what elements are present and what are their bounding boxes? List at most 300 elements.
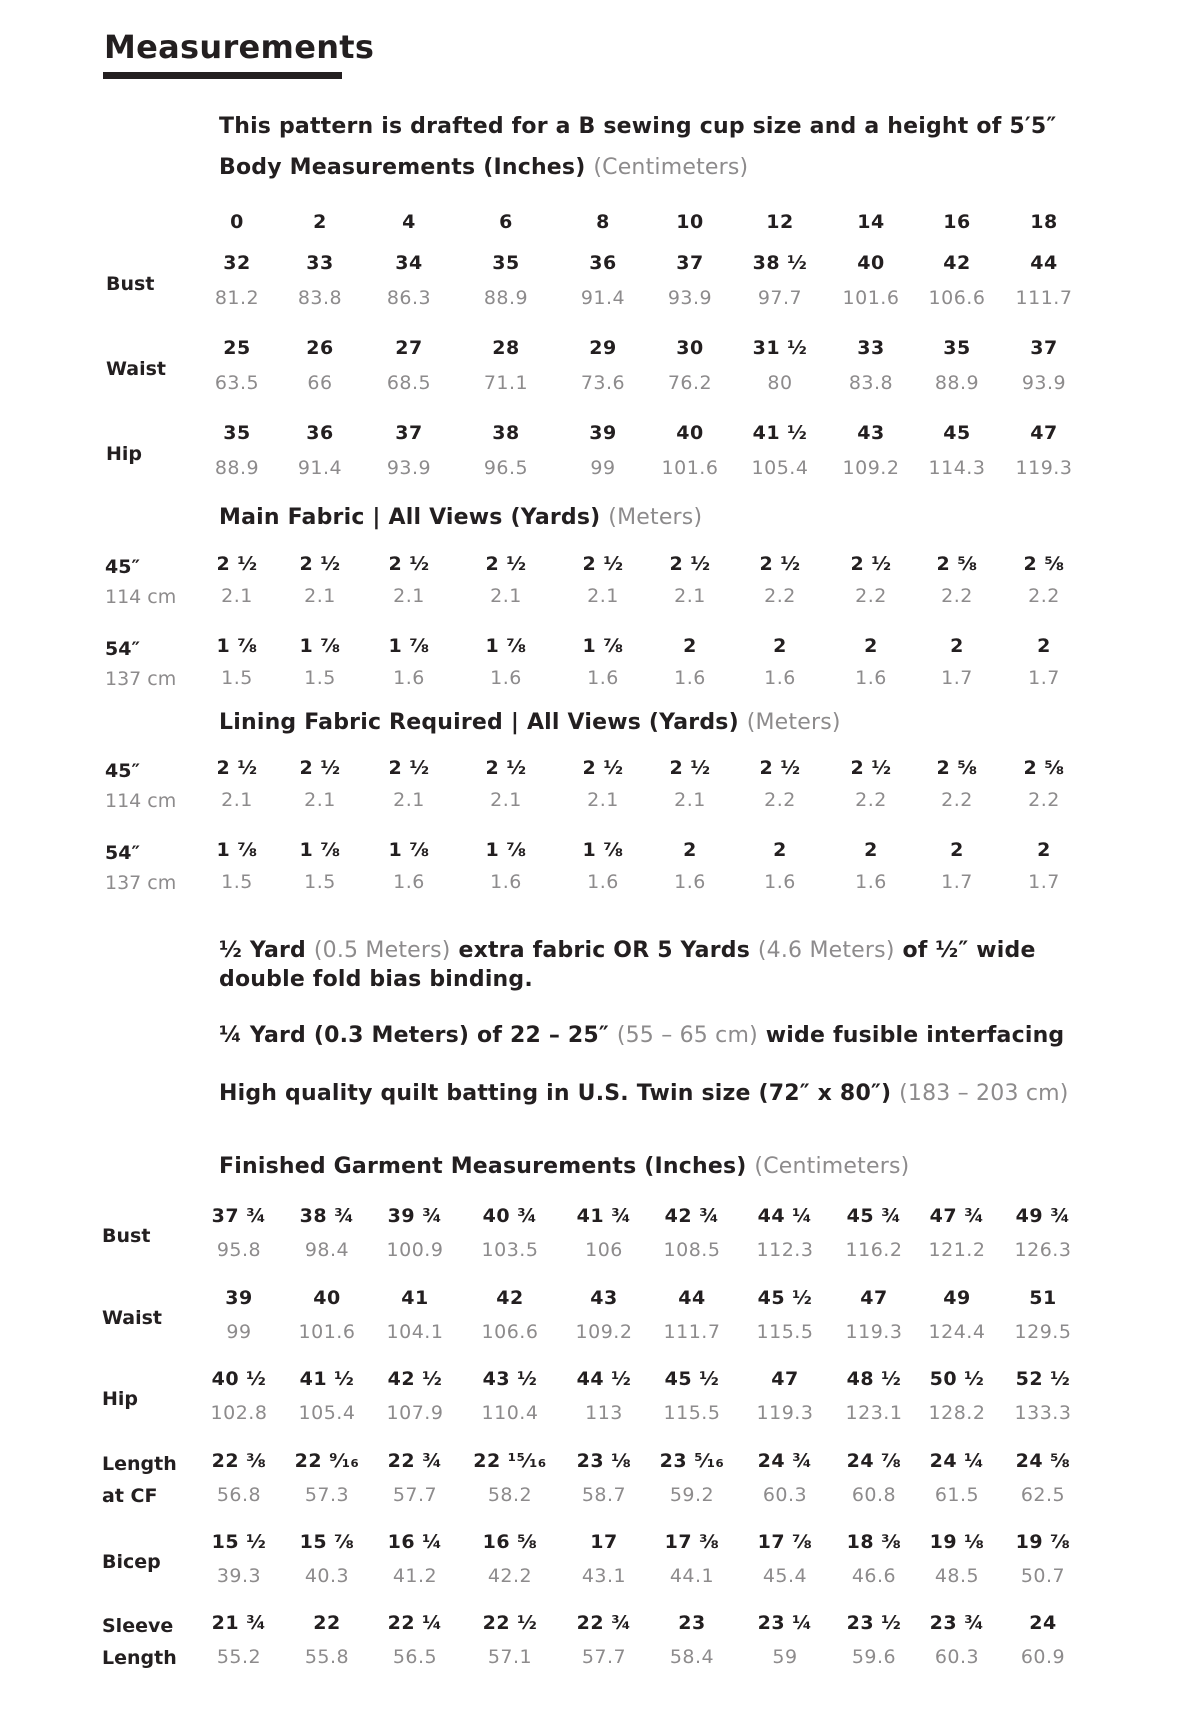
finished-inches-cell: 47 ¾ <box>929 1205 985 1227</box>
meters-cell: 1.6 <box>855 871 887 893</box>
size-header: 18 <box>1030 211 1058 233</box>
page-title: Measurements <box>104 28 375 66</box>
body-inches-cell: 26 <box>306 337 334 359</box>
finished-cm-cell: 40.3 <box>304 1565 350 1587</box>
size-header: 4 <box>402 211 416 233</box>
row-label-line2: Length <box>102 1647 177 1669</box>
finished-inches-cell: 24 ⅝ <box>1015 1450 1071 1472</box>
finished-inches-cell: 24 ¼ <box>929 1450 985 1472</box>
meters-cell: 1.6 <box>587 667 619 689</box>
finished-inches-cell: 22 ¾ <box>576 1612 632 1634</box>
finished-cm-cell: 115.5 <box>663 1402 721 1424</box>
meters-cell: 1.7 <box>941 871 973 893</box>
meters-cell: 2.2 <box>1028 585 1060 607</box>
finished-inches-cell: 45 ½ <box>757 1287 813 1309</box>
body-cm-cell: 105.4 <box>751 457 809 479</box>
finished-inches-cell: 49 <box>943 1287 971 1309</box>
finished-cm-cell: 107.9 <box>386 1402 444 1424</box>
finished-inches-cell: 40 ½ <box>211 1368 267 1390</box>
body-inches-cell: 40 <box>857 252 885 274</box>
finished-inches-cell: 23 ¼ <box>757 1612 813 1634</box>
meters-cell: 1.7 <box>1028 871 1060 893</box>
finished-cm-cell: 129.5 <box>1014 1321 1072 1343</box>
finished-cm-cell: 50.7 <box>1020 1565 1066 1587</box>
body-inches-cell: 38 ½ <box>752 252 808 274</box>
finished-inches-cell: 47 <box>860 1287 888 1309</box>
size-header: 2 <box>313 211 327 233</box>
yardage-cell: 2 ½ <box>582 757 624 779</box>
meters-cell: 2.2 <box>764 585 796 607</box>
yardage-cell: 2 ⅝ <box>1023 757 1065 779</box>
row-label: Waist <box>102 1307 163 1329</box>
finished-cm-cell: 55.2 <box>216 1646 262 1668</box>
body-inches-cell: 36 <box>589 252 617 274</box>
finished-cm-cell: 99 <box>226 1321 252 1343</box>
meters-cell: 2.1 <box>490 585 522 607</box>
finished-inches-cell: 22 ¹⁵⁄₁₆ <box>473 1450 547 1472</box>
finished-inches-cell: 22 ½ <box>482 1612 538 1634</box>
batting-cm: (183 – 203 cm) <box>899 1081 1069 1106</box>
body-cm-cell: 83.8 <box>848 372 894 394</box>
meters-cell: 1.6 <box>674 667 706 689</box>
yardage-cell: 2 <box>683 635 697 657</box>
body-cm-cell: 106.6 <box>928 287 986 309</box>
body-inches-cell: 37 <box>676 252 704 274</box>
finished-cm-cell: 57.1 <box>487 1646 533 1668</box>
yardage-cell: 1 ⅞ <box>388 839 430 861</box>
finished-inches-cell: 39 ¾ <box>387 1205 443 1227</box>
body-cm-cell: 99 <box>590 457 616 479</box>
yardage-cell: 2 ½ <box>850 757 892 779</box>
finished-inches-cell: 22 ⁹⁄₁₆ <box>294 1450 360 1472</box>
body-cm-cell: 91.4 <box>580 287 626 309</box>
yardage-cell: 2 <box>1037 839 1051 861</box>
finished-cm-cell: 112.3 <box>756 1239 814 1261</box>
yardage-cell: 2 ½ <box>485 553 527 575</box>
yardage-cell: 2 <box>950 635 964 657</box>
meters-cell: 1.5 <box>304 667 336 689</box>
finished-cm-cell: 110.4 <box>481 1402 539 1424</box>
finished-inches-cell: 40 ¾ <box>482 1205 538 1227</box>
finished-inches-cell: 22 ¾ <box>387 1450 443 1472</box>
width-label: 45″ <box>105 556 140 578</box>
width-label: 54″ <box>105 638 140 660</box>
interfacing-amount: ¼ Yard (0.3 Meters) of 22 – 25″ <box>219 1023 609 1048</box>
binding-desc: of ½″ wide double fold bias binding. <box>219 938 1036 992</box>
yardage-cell: 2 ½ <box>388 757 430 779</box>
width-label-cm: 114 cm <box>105 790 177 812</box>
finished-inches-cell: 23 ⁵⁄₁₆ <box>659 1450 725 1472</box>
finished-cm-cell: 57.7 <box>581 1646 627 1668</box>
meters-cell: 1.5 <box>221 667 253 689</box>
body-inches-cell: 33 <box>857 337 885 359</box>
yardage-cell: 2 <box>773 635 787 657</box>
finished-inches-cell: 15 ⅞ <box>299 1531 355 1553</box>
finished-inches-cell: 24 ¾ <box>757 1450 813 1472</box>
finished-inches-cell: 43 ½ <box>482 1368 538 1390</box>
finished-cm-cell: 58.2 <box>487 1484 533 1506</box>
main-fabric-heading <box>219 505 702 530</box>
meters-cell: 2.2 <box>941 585 973 607</box>
finished-cm-cell: 60.3 <box>762 1484 808 1506</box>
finished-cm-cell: 46.6 <box>851 1565 897 1587</box>
body-inches-cell: 36 <box>306 422 334 444</box>
finished-cm-cell: 60.9 <box>1020 1646 1066 1668</box>
finished-cm-cell: 57.3 <box>304 1484 350 1506</box>
finished-inches-cell: 18 ⅜ <box>846 1531 902 1553</box>
body-cm-cell: 81.2 <box>214 287 260 309</box>
finished-inches-cell: 21 ¾ <box>211 1612 267 1634</box>
body-cm-cell: 109.2 <box>842 457 900 479</box>
finished-cm-cell: 58.4 <box>669 1646 715 1668</box>
body-cm-cell: 101.6 <box>842 287 900 309</box>
meters-cell: 2.2 <box>855 789 887 811</box>
row-label: Hip <box>106 443 143 465</box>
finished-cm-cell: 60.3 <box>934 1646 980 1668</box>
finished-inches-cell: 50 ½ <box>929 1368 985 1390</box>
finished-cm-cell: 60.8 <box>851 1484 897 1506</box>
finished-cm-cell: 55.8 <box>304 1646 350 1668</box>
yardage-cell: 2 ½ <box>582 553 624 575</box>
finished-cm-cell: 102.8 <box>210 1402 268 1424</box>
size-header: 10 <box>676 211 704 233</box>
body-cm-cell: 119.3 <box>1015 457 1073 479</box>
finished-inches-cell: 23 ½ <box>846 1612 902 1634</box>
finished-inches-cell: 42 ½ <box>387 1368 443 1390</box>
yardage-cell: 2 <box>683 839 697 861</box>
yardage-cell: 2 ½ <box>759 553 801 575</box>
yardage-cell: 2 ⅝ <box>936 757 978 779</box>
meters-cell: 1.7 <box>941 667 973 689</box>
yardage-cell: 2 <box>864 839 878 861</box>
body-inches-cell: 35 <box>223 422 251 444</box>
finished-inches-cell: 24 ⅞ <box>846 1450 902 1472</box>
finished-cm-cell: 109.2 <box>575 1321 633 1343</box>
finished-cm-cell: 119.3 <box>756 1402 814 1424</box>
finished-cm-cell: 133.3 <box>1014 1402 1072 1424</box>
body-inches-cell: 25 <box>223 337 251 359</box>
size-header: 0 <box>230 211 244 233</box>
body-cm-cell: 63.5 <box>214 372 260 394</box>
width-label: 45″ <box>105 760 140 782</box>
finished-cm-cell: 116.2 <box>845 1239 903 1261</box>
meters-cell: 1.6 <box>764 871 796 893</box>
finished-cm-cell: 113 <box>585 1402 623 1424</box>
body-inches-cell: 32 <box>223 252 251 274</box>
body-inches-cell: 37 <box>1030 337 1058 359</box>
finished-inches-cell: 42 <box>496 1287 524 1309</box>
body-cm-cell: 97.7 <box>757 287 803 309</box>
meters-cell: 1.7 <box>1028 667 1060 689</box>
meters-cell: 2.1 <box>393 789 425 811</box>
finished-cm-cell: 119.3 <box>845 1321 903 1343</box>
finished-inches-cell: 22 ¼ <box>387 1612 443 1634</box>
yardage-cell: 1 ⅞ <box>299 839 341 861</box>
interfacing-cm: (55 – 65 cm) <box>616 1023 758 1048</box>
body-inches-cell: 45 <box>943 422 971 444</box>
meters-cell: 1.6 <box>587 871 619 893</box>
finished-cm-cell: 106 <box>585 1239 623 1261</box>
yardage-cell: 1 ⅞ <box>582 839 624 861</box>
finished-inches-cell: 22 ⅜ <box>211 1450 267 1472</box>
finished-cm-cell: 101.6 <box>298 1321 356 1343</box>
finished-inches-cell: 37 ¾ <box>211 1205 267 1227</box>
meters-cell: 2.1 <box>304 585 336 607</box>
finished-cm-cell: 104.1 <box>386 1321 444 1343</box>
binding-meters: (0.5 Meters) <box>313 938 451 963</box>
size-header: 14 <box>857 211 885 233</box>
body-inches-cell: 40 <box>676 422 704 444</box>
finished-cm-cell: 124.4 <box>928 1321 986 1343</box>
finished-inches-cell: 48 ½ <box>846 1368 902 1390</box>
finished-inches-cell: 15 ½ <box>211 1531 267 1553</box>
yardage-cell: 2 ½ <box>669 757 711 779</box>
main-fabric-title: Main Fabric | All Views (Yards) <box>219 505 601 530</box>
finished-cm-cell: 43.1 <box>581 1565 627 1587</box>
finished-cm-cell: 59 <box>772 1646 798 1668</box>
finished-inches-cell: 23 <box>678 1612 706 1634</box>
finished-inches-cell: 23 ¾ <box>929 1612 985 1634</box>
body-inches-cell: 41 ½ <box>752 422 808 444</box>
yardage-cell: 2 <box>1037 635 1051 657</box>
meters-cell: 1.6 <box>393 667 425 689</box>
title-underline <box>103 72 342 79</box>
meters-cell: 1.6 <box>490 871 522 893</box>
meters-cell: 1.6 <box>764 667 796 689</box>
body-cm-cell: 93.9 <box>667 287 713 309</box>
finished-inches-cell: 43 <box>590 1287 618 1309</box>
meters-cell: 1.6 <box>393 871 425 893</box>
finished-inches-cell: 17 <box>590 1531 618 1553</box>
width-label-cm: 137 cm <box>105 668 177 690</box>
finished-inches-cell: 44 ½ <box>576 1368 632 1390</box>
yardage-cell: 2 ½ <box>388 553 430 575</box>
size-header: 8 <box>596 211 610 233</box>
finished-cm-cell: 61.5 <box>934 1484 980 1506</box>
body-cm-cell: 91.4 <box>297 457 343 479</box>
finished-inches-cell: 39 <box>225 1287 253 1309</box>
meters-cell: 2.1 <box>221 585 253 607</box>
finished-cm-cell: 45.4 <box>762 1565 808 1587</box>
finished-cm-cell: 39.3 <box>216 1565 262 1587</box>
yardage-cell: 2 ½ <box>299 757 341 779</box>
finished-cm-cell: 103.5 <box>481 1239 539 1261</box>
intro-text: This pattern is drafted for a B sewing cup size and a height of 5′5″ <box>219 114 1057 139</box>
body-inches-cell: 43 <box>857 422 885 444</box>
meters-cell: 2.1 <box>674 585 706 607</box>
body-cm-cell: 88.9 <box>214 457 260 479</box>
finished-measurements-title-alt: (Centimeters) <box>754 1154 910 1179</box>
body-cm-cell: 86.3 <box>386 287 432 309</box>
yardage-cell: 2 ⅝ <box>936 553 978 575</box>
finished-cm-cell: 62.5 <box>1020 1484 1066 1506</box>
row-label: Bust <box>102 1225 151 1247</box>
yardage-cell: 2 ½ <box>216 757 258 779</box>
finished-cm-cell: 121.2 <box>928 1239 986 1261</box>
body-cm-cell: 73.6 <box>580 372 626 394</box>
finished-inches-cell: 42 ¾ <box>664 1205 720 1227</box>
body-cm-cell: 68.5 <box>386 372 432 394</box>
body-inches-cell: 35 <box>492 252 520 274</box>
finished-inches-cell: 41 ½ <box>299 1368 355 1390</box>
body-cm-cell: 93.9 <box>386 457 432 479</box>
finished-cm-cell: 59.6 <box>851 1646 897 1668</box>
body-inches-cell: 47 <box>1030 422 1058 444</box>
finished-inches-cell: 52 ½ <box>1015 1368 1071 1390</box>
finished-cm-cell: 48.5 <box>934 1565 980 1587</box>
finished-inches-cell: 16 ¼ <box>387 1531 443 1553</box>
body-inches-cell: 42 <box>943 252 971 274</box>
finished-inches-cell: 40 <box>313 1287 341 1309</box>
body-cm-cell: 71.1 <box>483 372 529 394</box>
body-measurements-title-alt: (Centimeters) <box>593 155 749 180</box>
finished-inches-cell: 24 <box>1029 1612 1057 1634</box>
finished-inches-cell: 19 ⅛ <box>929 1531 985 1553</box>
finished-inches-cell: 45 ½ <box>664 1368 720 1390</box>
binding-yard: ½ Yard <box>219 938 306 963</box>
lining-fabric-title: Lining Fabric Required | All Views (Yards) <box>219 710 739 735</box>
finished-cm-cell: 105.4 <box>298 1402 356 1424</box>
body-inches-cell: 38 <box>492 422 520 444</box>
body-cm-cell: 66 <box>307 372 333 394</box>
yardage-cell: 1 ⅞ <box>485 635 527 657</box>
body-inches-cell: 44 <box>1030 252 1058 274</box>
body-inches-cell: 35 <box>943 337 971 359</box>
lining-fabric-heading <box>219 710 841 735</box>
finished-measurements-title: Finished Garment Measurements (Inches) <box>219 1154 747 1179</box>
body-inches-cell: 34 <box>395 252 423 274</box>
finished-cm-cell: 56.8 <box>216 1484 262 1506</box>
finished-measurements-heading <box>219 1154 909 1179</box>
body-measurements-title: Body Measurements (Inches) <box>219 155 586 180</box>
meters-cell: 2.2 <box>855 585 887 607</box>
meters-cell: 2.1 <box>393 585 425 607</box>
finished-inches-cell: 16 ⅝ <box>482 1531 538 1553</box>
finished-inches-cell: 41 ¾ <box>576 1205 632 1227</box>
finished-cm-cell: 57.7 <box>392 1484 438 1506</box>
finished-inches-cell: 44 <box>678 1287 706 1309</box>
body-inches-cell: 30 <box>676 337 704 359</box>
body-inches-cell: 28 <box>492 337 520 359</box>
yardage-cell: 2 ½ <box>759 757 801 779</box>
body-cm-cell: 88.9 <box>483 287 529 309</box>
binding-note <box>219 936 1079 994</box>
size-header: 16 <box>943 211 971 233</box>
meters-cell: 2.1 <box>587 789 619 811</box>
meters-cell: 2.1 <box>674 789 706 811</box>
yardage-cell: 2 ⅝ <box>1023 553 1065 575</box>
body-cm-cell: 88.9 <box>934 372 980 394</box>
finished-inches-cell: 17 ⅞ <box>757 1531 813 1553</box>
width-label-cm: 137 cm <box>105 872 177 894</box>
finished-cm-cell: 44.1 <box>669 1565 715 1587</box>
finished-cm-cell: 95.8 <box>216 1239 262 1261</box>
yardage-cell: 1 ⅞ <box>299 635 341 657</box>
interfacing-note <box>219 1023 1064 1048</box>
yardage-cell: 2 <box>864 635 878 657</box>
size-header: 6 <box>499 211 513 233</box>
yardage-cell: 1 ⅞ <box>485 839 527 861</box>
row-label-line2: at CF <box>102 1485 158 1507</box>
finished-cm-cell: 98.4 <box>304 1239 350 1261</box>
yardage-cell: 2 ½ <box>299 553 341 575</box>
body-inches-cell: 39 <box>589 422 617 444</box>
body-cm-cell: 114.3 <box>928 457 986 479</box>
body-inches-cell: 27 <box>395 337 423 359</box>
meters-cell: 1.6 <box>855 667 887 689</box>
body-cm-cell: 96.5 <box>483 457 529 479</box>
finished-cm-cell: 59.2 <box>669 1484 715 1506</box>
yardage-cell: 1 ⅞ <box>388 635 430 657</box>
meters-cell: 2.1 <box>490 789 522 811</box>
finished-cm-cell: 128.2 <box>928 1402 986 1424</box>
finished-cm-cell: 123.1 <box>845 1402 903 1424</box>
row-label: Bust <box>106 273 155 295</box>
meters-cell: 2.1 <box>221 789 253 811</box>
meters-cell: 1.6 <box>674 871 706 893</box>
row-label: Waist <box>106 358 167 380</box>
width-label-cm: 114 cm <box>105 586 177 608</box>
finished-inches-cell: 51 <box>1029 1287 1057 1309</box>
body-cm-cell: 101.6 <box>661 457 719 479</box>
yardage-cell: 2 <box>773 839 787 861</box>
yardage-cell: 2 ½ <box>669 553 711 575</box>
finished-inches-cell: 49 ¾ <box>1015 1205 1071 1227</box>
batting-desc: High quality quilt batting in U.S. Twin size (72″ x 80″) <box>219 1081 892 1106</box>
yardage-cell: 1 ⅞ <box>582 635 624 657</box>
body-inches-cell: 37 <box>395 422 423 444</box>
row-label: Length <box>102 1453 177 1475</box>
body-cm-cell: 111.7 <box>1015 287 1073 309</box>
finished-cm-cell: 100.9 <box>386 1239 444 1261</box>
row-label: Bicep <box>102 1551 161 1573</box>
finished-inches-cell: 45 ¾ <box>846 1205 902 1227</box>
main-fabric-title-alt: (Meters) <box>608 505 703 530</box>
finished-inches-cell: 19 ⅞ <box>1015 1531 1071 1553</box>
finished-cm-cell: 42.2 <box>487 1565 533 1587</box>
finished-inches-cell: 47 <box>771 1368 799 1390</box>
finished-cm-cell: 56.5 <box>392 1646 438 1668</box>
finished-inches-cell: 41 <box>401 1287 429 1309</box>
meters-cell: 2.2 <box>1028 789 1060 811</box>
yardage-cell: 2 ½ <box>485 757 527 779</box>
body-measurements-heading <box>219 155 748 180</box>
meters-cell: 1.5 <box>304 871 336 893</box>
yardage-cell: 1 ⅞ <box>216 839 258 861</box>
finished-cm-cell: 41.2 <box>392 1565 438 1587</box>
meters-cell: 2.2 <box>941 789 973 811</box>
finished-cm-cell: 111.7 <box>663 1321 721 1343</box>
row-label: Sleeve <box>102 1615 174 1637</box>
body-cm-cell: 93.9 <box>1021 372 1067 394</box>
meters-cell: 2.2 <box>764 789 796 811</box>
binding-alt-meters: (4.6 Meters) <box>757 938 895 963</box>
yardage-cell: 2 ½ <box>216 553 258 575</box>
finished-inches-cell: 23 ⅛ <box>576 1450 632 1472</box>
finished-inches-cell: 38 ¾ <box>299 1205 355 1227</box>
row-label: Hip <box>102 1388 139 1410</box>
finished-cm-cell: 126.3 <box>1014 1239 1072 1261</box>
body-cm-cell: 76.2 <box>667 372 713 394</box>
meters-cell: 1.5 <box>221 871 253 893</box>
lining-fabric-title-alt: (Meters) <box>746 710 841 735</box>
interfacing-desc: wide fusible interfacing <box>765 1023 1065 1048</box>
finished-inches-cell: 17 ⅜ <box>664 1531 720 1553</box>
body-inches-cell: 33 <box>306 252 334 274</box>
meters-cell: 2.1 <box>304 789 336 811</box>
finished-inches-cell: 44 ¼ <box>757 1205 813 1227</box>
yardage-cell: 1 ⅞ <box>216 635 258 657</box>
